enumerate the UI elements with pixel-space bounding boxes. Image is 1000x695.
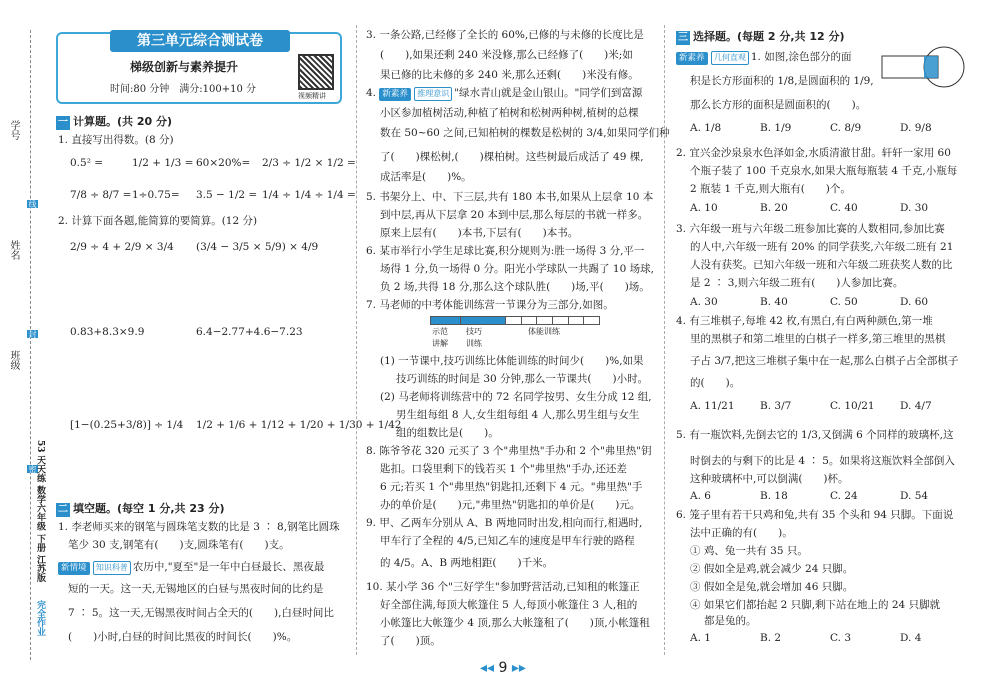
m-q6b: 场得 1 分,负一场得 0 分。阳光小学球队一共踢了 10 场球,	[380, 263, 654, 275]
section-1-heading: 一 计算题。(共 20 分)	[58, 115, 173, 128]
s3-q3-optB[interactable]: B. 40	[760, 296, 788, 308]
s1-q2: 2. 计算下面各题,能简算的要简算。(12 分)	[58, 215, 258, 227]
s3-q4c: 子占 3/7,把这三堆棋子集中在一起,那么白棋子占全部棋子	[690, 355, 959, 367]
s3-q3b: 的人中,六年级一班有 20% 的同学获奖,六年级二班有 21	[690, 241, 954, 253]
s2-q1a: 1. 李老师买来的钢笔与圆珠笔支数的比是 3 ∶ 8,钢笔比圆珠	[58, 521, 340, 533]
cut-mark-1: 线	[28, 200, 37, 208]
subtitle: 梯级创新与素养提升	[130, 60, 239, 74]
page-title: 第三单元综合测试卷	[110, 30, 290, 52]
s3-q6b: 法中正确的有( )。	[690, 527, 793, 539]
s3-q2b: 个瓶子装了 100 千克泉水,如果大瓶每瓶装 4 千克,小瓶每	[690, 165, 958, 177]
s3-q2a: 2. 宜兴金沙泉泉水色泽如金,水质清澈甘甜。轩轩一家用 60	[676, 147, 951, 159]
s1-e3: 0.83+8.3×9.9	[70, 326, 145, 338]
s3-q4-optB[interactable]: B. 3/7	[760, 400, 792, 412]
m-q9b: 甲车行了全程的 4/5,已知乙车的速度是甲车行驶的路程	[380, 535, 635, 547]
m-q8d: 办的单价是( )元,"弗里热"钥匙扣的单价是( )元。	[380, 499, 641, 511]
s3-q3-optA[interactable]: A. 30	[690, 296, 718, 308]
lesson-bar	[430, 316, 600, 325]
m-q7c: 技巧训练的时间是 30 分钟,那么一节课共( )小时。	[396, 373, 649, 385]
brand-label: 完全作业	[35, 600, 45, 636]
s3-q1-optD[interactable]: D. 9/8	[900, 122, 932, 134]
time-score: 时间:80 分钟 满分:100+10 分	[110, 84, 257, 95]
s1-e5: [1−(0.25+3/8)] ÷ 1/4	[70, 419, 184, 431]
m-q7d: (2) 马老师将训练营中的 72 名同学按男、女生分成 12 组,	[380, 391, 652, 403]
m-q3a: 3. 一条公路,已经修了全长的 60%,已修的与未修的长度比是	[366, 29, 644, 41]
column-divider-2	[664, 25, 665, 655]
s3-q4b: 里的黑棋子和第二堆里的白棋子一样多,第三堆里的黑棋	[690, 333, 946, 345]
s3-q5-optC[interactable]: C. 24	[830, 490, 858, 502]
cut-line	[30, 30, 31, 660]
class-label: 班级	[8, 350, 19, 370]
bar-label-1: 示范	[432, 327, 448, 336]
s3-q6-i4: ④ 如果它们都抬起 2 只脚,剩下站在地上的 24 只脚就	[690, 599, 941, 611]
prev-page-icon[interactable]: ◂◂	[480, 660, 499, 676]
s3-q6-i3: ③ 假如全是兔,就会增加 46 只脚。	[690, 581, 854, 593]
cut-mark-2: 封	[28, 330, 37, 338]
m-q10a: 10. 某小学 36 个"三好学生"参加野营活动,已知租的帐篷正	[366, 581, 640, 593]
m-q7e: 男生组每组 8 人,女生组每组 4 人,那么男生组与女生	[396, 409, 640, 421]
m-q10d: 了( )顶。	[380, 635, 441, 647]
page-number-footer	[480, 660, 526, 676]
s3-q5-optA[interactable]: A. 6	[690, 490, 711, 502]
s1-e4: 6.4−2.77+4.6−7.23	[196, 326, 303, 338]
s1-r1-a: 0.5² =	[70, 157, 104, 169]
binding-gutter	[0, 0, 44, 695]
s3-q4d: 的( )。	[690, 377, 741, 389]
s3-q4-optA[interactable]: A. 11/21	[690, 400, 735, 412]
s3-q4a: 4. 有三堆棋子,每堆 42 枚,有黑白,有白两种颜色,第一堆	[676, 315, 933, 327]
m-q4e: 成活率是( )%。	[380, 171, 472, 183]
s1-r1-d: 2/3 ÷ 1/2 × 1/2 =	[262, 157, 356, 169]
s3-q3-optC[interactable]: C. 50	[830, 296, 858, 308]
s3-q6-i1: ① 鸡、兔一共有 35 只。	[690, 545, 808, 557]
s3-q1-optB[interactable]: B. 1/9	[760, 122, 792, 134]
s3-q5-optD[interactable]: D. 54	[900, 490, 929, 502]
m-q5c: 原来上层有( )本书,下层有( )本书。	[380, 227, 579, 239]
m-q4d: 了( )棵松树,( )棵柏树。这些树最后成活了 49 棵,	[380, 151, 644, 163]
s2-q2a: 新情境 知识科普 农历中,"夏至"是一年中白昼最长、黑夜最	[58, 560, 324, 576]
m-q3c: 果已修的比未修的多 240 米,那么还剩( )米没有修。	[380, 69, 639, 81]
s3-q4-optC[interactable]: C. 10/21	[830, 400, 875, 412]
s3-q1c: 那么长方形的面积是圆面积的( )。	[690, 99, 867, 111]
s3-q1-optA[interactable]: A. 1/8	[690, 122, 722, 134]
s3-q6-optD[interactable]: D. 4	[900, 632, 922, 644]
s1-q1: 1. 直接写出得数。(8 分)	[58, 134, 174, 146]
m-q3b: ( ),如果还剩 240 米没修,那么已经修了( )米;如	[380, 49, 633, 61]
m-q5b: 到中层,再从下层拿 20 本到中层,那么每层的书就一样多。	[380, 209, 649, 221]
s1-r1-c: 60×20%=	[196, 157, 251, 169]
m-q4c: 数在 50~60 之间,已知柏树的棵数是松树的 3/4,如果同学们种	[380, 127, 670, 139]
s3-q3a: 3. 六年级一班与六年级二班参加比赛的人数相同,参加比赛	[676, 223, 945, 235]
m-q4b: 小区参加植树活动,种植了柏树和松树两种树,植树的总棵	[380, 107, 639, 119]
m-q9a: 9. 甲、乙两车分别从 A、B 两地同时出发,相向而行,相遇时,	[366, 517, 643, 529]
m-q7a: 7. 马老师的中考体能训练营一节课分为三部分,如图。	[366, 299, 614, 311]
s3-q1-optC[interactable]: C. 8/9	[830, 122, 862, 134]
m-q5a: 5. 书架分上、中、下三层,共有 180 本书,如果从上层拿 10 本	[366, 191, 654, 203]
m-q8b: 匙扣。口袋里剩下的钱若买 1 个"弗里热"手办,还还差	[380, 463, 627, 475]
s1-e2: (3/4 − 3/5 × 5/9) × 4/9	[196, 241, 319, 253]
bar-label-2: 技巧	[466, 327, 482, 336]
m-q6c: 负 2 场,共得 18 分,那么这个球队胜( )场,平( )场。	[380, 281, 650, 293]
s3-q2-optC[interactable]: C. 40	[830, 202, 858, 214]
s3-q6-optA[interactable]: A. 1	[690, 632, 711, 644]
s3-q5-optB[interactable]: B. 18	[760, 490, 788, 502]
s3-q6-i2: ② 假如全是鸡,就会减少 24 只脚。	[690, 563, 854, 575]
s3-q6-optC[interactable]: C. 3	[830, 632, 852, 644]
s3-q6-i5: 都是兔的。	[704, 615, 757, 627]
figure-shaded	[924, 56, 938, 78]
s1-r2-d: 1/4 ÷ 1/4 ÷ 1/4 =	[262, 189, 356, 201]
s1-r1-b: 1/2 + 1/3 =	[132, 157, 194, 169]
bar-label-4: 讲解	[432, 339, 448, 348]
bar-label-5: 训练	[466, 339, 482, 348]
s2-q2c: 7 ∶ 5。这一天,无锡黑夜时间占全天的( ),白昼时间比	[68, 607, 334, 619]
m-q8c: 6 元;若买 1 个"弗里热"钥匙扣,还剩下 4 元。"弗里热"手	[380, 481, 643, 493]
student-no-label: 学号	[8, 120, 19, 140]
m-q7b: (1) 一节课中,技巧训练比体能训练的时间少( )%,如果	[380, 355, 644, 367]
bar-skill	[461, 317, 506, 324]
series-label: 53 天天练 数学六年级 下册 江苏版	[35, 440, 45, 583]
s3-q3d: 是 2 ∶ 3,则六年级二班有( )人参加比赛。	[690, 277, 904, 289]
s3-q5b: 时倒去的与剩下的比是 4 ∶ 5。如果将这瓶饮料全部倒入	[690, 455, 955, 467]
s3-q6a: 6. 笼子里有若干只鸡和兔,共有 35 个头和 94 只脚。下面说	[676, 509, 954, 521]
s2-q2b: 短的一天。这一天,无锡地区的白昼与黑夜时间的比约是	[68, 583, 324, 595]
s3-q2c: 2 瓶装 1 千克,则大瓶有( )个。	[690, 183, 851, 195]
s3-q5c: 这种玻璃杯中,可以倒满( )杯。	[690, 473, 849, 485]
column-divider-1	[356, 25, 357, 655]
bar-label-3: 体能训练	[528, 327, 560, 336]
s3-q1a: 新素养 几何直观 1. 如图,涂色部分的面	[676, 50, 852, 66]
bar-demo	[431, 317, 461, 324]
section-3-heading: 三 选择题。(每题 2 分,共 12 分)	[678, 30, 845, 43]
s3-q3-optD[interactable]: D. 60	[900, 296, 929, 308]
s3-q3c: 人没有获奖。已知六年级一班和六年级二班获奖人数的比	[690, 259, 953, 271]
cut-mark-3: 密	[28, 465, 37, 473]
s3-q2-optD[interactable]: D. 30	[900, 202, 929, 214]
m-q9c: 的 4/5。A、B 两地相距( )千米。	[380, 557, 554, 569]
m-q4a: 4. 新素养 推理意识 "绿水青山就是金山银山。"同学们到富源	[366, 87, 643, 99]
rect-circle-figure	[880, 46, 970, 96]
s1-r2-a: 7/8 ÷ 8/7 =	[70, 189, 132, 201]
m-q6a: 6. 某市举行小学生足球比赛,积分规则为:胜一场得 3 分,平一	[366, 245, 645, 257]
qr-code[interactable]	[298, 54, 334, 90]
name-label: 姓名	[8, 240, 19, 260]
s1-r2-c: 3.5 − 1/2 =	[196, 189, 258, 201]
s2-q2d: ( )小时,白昼的时间比黑夜的时间长( )%。	[68, 631, 298, 643]
next-page-icon[interactable]: ▸▸	[507, 660, 526, 676]
s3-q1b: 积是长方形面积的 1/8,是圆面积的 1/9,	[690, 75, 874, 87]
page-number: 9	[498, 660, 508, 676]
m-q7f: 组的组数比是( )。	[396, 427, 499, 439]
s3-q5a: 5. 有一瓶饮料,先倒去它的 1/3,又倒满 6 个同样的玻璃杯,这	[676, 429, 954, 441]
s3-q6-optB[interactable]: B. 2	[760, 632, 782, 644]
section-2-heading: 二 填空题。(每空 1 分,共 23 分)	[58, 502, 225, 515]
m-q10c: 小帐篷比大帐篷少 4 顶,那么大帐篷租了( )顶,小帐篷租	[380, 617, 650, 629]
s1-e6: 1/2 + 1/6 + 1/12 + 1/20 + 1/30 + 1/42	[196, 419, 402, 431]
s3-q4-optD[interactable]: D. 4/7	[900, 400, 932, 412]
s3-q2-optA[interactable]: A. 10	[690, 202, 718, 214]
s2-q1b: 笔少 30 支,钢笔有( )支,圆珠笔有( )支。	[68, 539, 290, 551]
s3-q2-optB[interactable]: B. 20	[760, 202, 788, 214]
s1-e1: 2/9 ÷ 4 + 2/9 × 3/4	[70, 241, 174, 253]
m-q8a: 8. 陈爷爷花 320 元买了 3 个"弗里热"手办和 2 个"弗里热"钥	[366, 445, 652, 457]
qr-caption: 视频精讲	[298, 92, 326, 100]
s1-r2-b: 1÷0.75=	[132, 189, 180, 201]
m-q10b: 好全部住满,每顶大帐篷住 5 人,每顶小帐篷住 3 人,租的	[380, 599, 638, 611]
